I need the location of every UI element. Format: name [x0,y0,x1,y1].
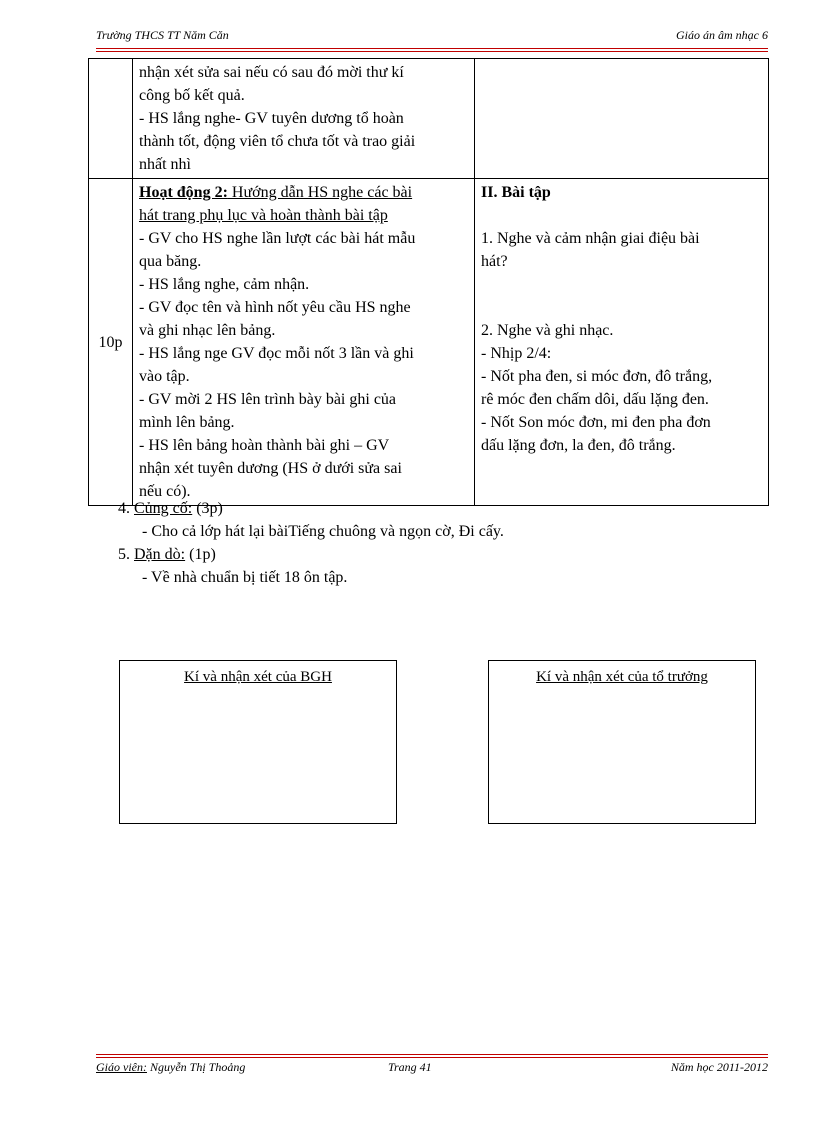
section-5-number: 5. [118,546,130,563]
content-line [481,296,762,319]
footer-teacher-label: Giáo viên: [96,1060,147,1074]
section-4-heading [118,497,223,520]
activity-title-bold: Hoạt động 2: [139,184,228,201]
content-line: 1. Nghe và cảm nhận giai điệu bài [481,230,700,247]
content-line: rê móc đen chấm dôi, dấu lặng đen. [481,391,709,408]
content-line [481,204,762,227]
activity-line: - GV đọc tên và hình nốt yêu cầu HS nghe [139,299,411,316]
content-cell [475,179,769,506]
time-cell: 10p [89,179,133,506]
signature-box-to-truong [488,660,756,824]
header-rule-bottom [96,51,768,52]
activity-line: thành tốt, động viên tổ chưa tốt và trao giải [139,133,416,150]
activity-title [139,181,468,204]
activity-line: - HS lắng nghe, cảm nhận. [139,276,310,293]
activity-line: và ghi nhạc lên bảng. [139,322,276,339]
activity-cell [133,179,475,506]
header-rule-top [96,48,768,49]
activity-line: - GV cho HS nghe lần lượt các bài hát mẫu [139,230,416,247]
signature-title-to-truong: Kí và nhận xét của tổ trưởng [536,669,708,685]
activity-line: mình lên bảng. [139,414,235,431]
content-line: - Nốt Son móc đơn, mi đen pha đơn [481,414,711,431]
table-row [89,59,769,179]
activity-line: - HS lắng nge GV đọc mỗi nốt 3 lần và ghi [139,345,414,362]
content-line: - Nốt pha đen, si móc đơn, đô trắng, [481,368,713,385]
activity-line: nhận xét tuyên dương (HS ở dưới sửa sai [139,460,402,477]
activity-line: vào tập. [139,368,190,385]
content-line: hát? [481,253,508,270]
content-line: dấu lặng đơn, la đen, đô trắng. [481,437,676,454]
section-5-detail: - Về nhà chuẩn bị tiết 18 ôn tập. [142,569,348,586]
footer-rule-bottom [96,1057,768,1058]
activity-title-line2: hát trang phụ lục và hoàn thành bài tập [139,207,388,224]
content-line: 2. Nghe và ghi nhạc. [481,322,614,339]
content-title: II. Bài tập [481,184,551,201]
table-row [89,179,769,506]
activity-line: - HS lên bảng hoàn thành bài ghi – GV [139,437,390,454]
activity-line: qua băng. [139,253,202,270]
footer-rule-top [96,1054,768,1055]
content-line: - Nhịp 2/4: [481,345,552,362]
section-4-detail: - Cho cả lớp hát lại bàiTiếng chuông và ngọn cờ, Đi cấy. [142,523,504,540]
lesson-table [88,58,769,506]
section-5-heading [118,543,216,566]
activity-line: nếu có). [139,483,191,500]
section-4-number: 4. [118,500,130,517]
activity-line: nhất nhì [139,156,191,173]
signature-box-bgh [119,660,397,824]
footer-teacher-name: Nguyễn Thị Thoảng [146,1060,246,1074]
activity-title-rest: Hướng dẫn HS nghe các bài [227,184,413,201]
section-4-title: Củng cố: [134,500,193,517]
section-5-title: Dặn dò: [134,546,186,563]
content-line [481,273,762,296]
activity-line: nhận xét sửa sai nếu có sau đó mời thư kí [139,64,404,81]
header-subject: Giáo án âm nhạc 6 [676,28,768,42]
lesson-table-wrapper [88,58,768,506]
activity-cell [133,59,475,179]
section-4-duration: (3p) [196,500,223,517]
activity-line: - GV mời 2 HS lên trình bày bài ghi của [139,391,397,408]
footer-teacher [96,1060,245,1075]
time-cell [89,59,133,179]
page-header [96,26,768,46]
footer-page: Trang 41 [388,1060,432,1074]
header-school: Trường THCS TT Năm Căn [96,28,229,42]
activity-line: công bố kết quả. [139,87,245,104]
signature-title-bgh: Kí và nhận xét của BGH [184,669,332,685]
activity-line: - HS lắng nghe- GV tuyên dương tổ hoàn [139,110,404,127]
section-5-duration: (1p) [189,546,216,563]
footer-year: Năm học 2011-2012 [670,1060,768,1074]
content-cell [475,59,769,179]
